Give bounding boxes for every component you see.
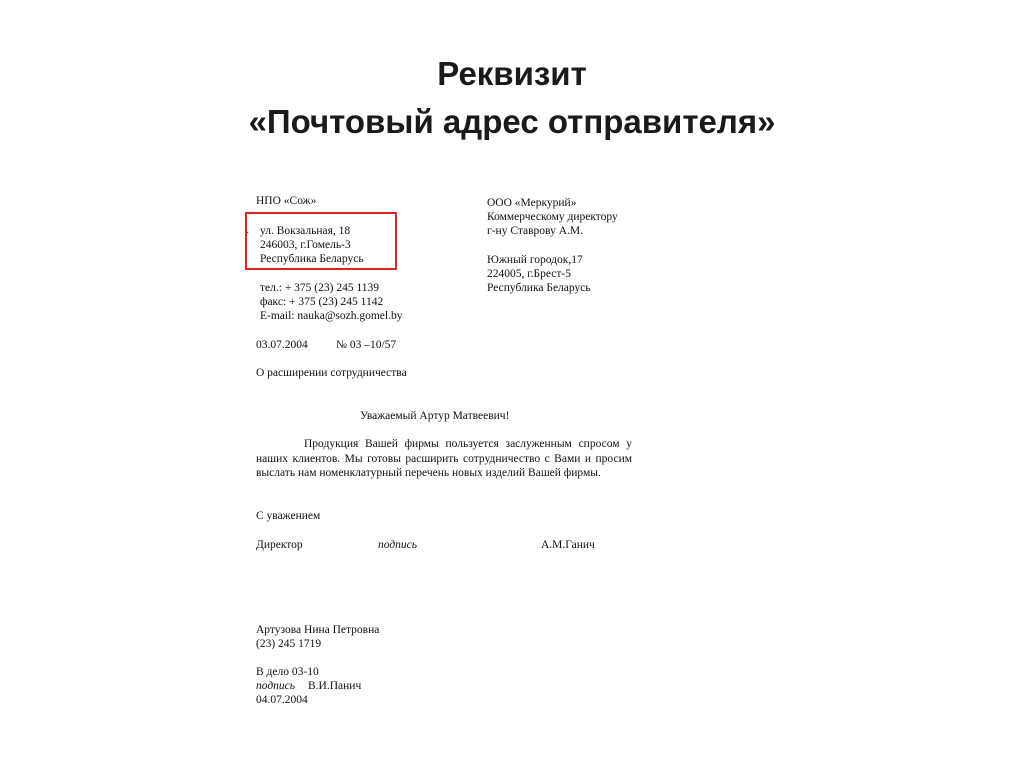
slide-title-line-1: Реквизит xyxy=(437,55,587,92)
letter-date: 03.07.2004 xyxy=(256,339,308,351)
sender-fax: факс: + 375 (23) 245 1142 xyxy=(260,296,384,308)
signer-title: Директор xyxy=(256,539,303,551)
sender-phone: тел.: + 375 (23) 245 1139 xyxy=(260,282,380,294)
filing-date: 04.07.2004 xyxy=(256,694,308,706)
filing-name: В.И.Панич xyxy=(308,680,362,692)
signature-placeholder: подпись xyxy=(378,539,418,551)
sender-street: ул. Вокзальная, 18 xyxy=(260,225,351,237)
highlight-marker: · xyxy=(246,228,250,239)
recipient-org: ООО «Меркурий» xyxy=(487,197,577,209)
letter-subject: О расширении сотрудничества xyxy=(256,367,407,379)
recipient-country: Республика Беларусь xyxy=(487,282,591,294)
filing-note: В дело 03-10 xyxy=(256,666,319,678)
executor-name: Артузова Нина Петровна xyxy=(256,624,380,636)
sender-country: Республика Беларусь xyxy=(260,253,364,265)
sender-postcode-city: 246003, г.Гомель-3 xyxy=(260,239,351,251)
recipient-position: Коммерческому директору xyxy=(487,211,618,223)
letter-body xyxy=(256,437,632,481)
recipient-name: г-ну Ставрову А.М. xyxy=(487,225,583,237)
executor-phone: (23) 245 1719 xyxy=(256,638,322,650)
letter-body-text: Продукция Вашей фирмы пользуется заслуженным спросом у наших клиентов. Мы готовы расширить сотрудничество с Вами и просим выслать нам номенклатурный перечень новых изделий Вашей фирмы. xyxy=(256,438,632,479)
slide-title-line-2: «Почтовый адрес отправителя» xyxy=(248,103,776,140)
letter-salutation: Уважаемый Артур Матвеевич! xyxy=(360,410,510,422)
letter-closing: С уважением xyxy=(256,510,321,522)
sender-email: E-mail: nauka@sozh.gomel.by xyxy=(260,310,403,322)
filing-signature-placeholder: подпись xyxy=(256,680,296,692)
letter-number: № 03 –10/57 xyxy=(336,339,397,351)
signer-name: А.М.Ганич xyxy=(541,539,595,551)
sender-org: НПО «Сож» xyxy=(256,195,317,207)
recipient-street: Южный городок,17 xyxy=(487,254,583,266)
recipient-postcode-city: 224005, г.Брест-5 xyxy=(487,268,571,280)
